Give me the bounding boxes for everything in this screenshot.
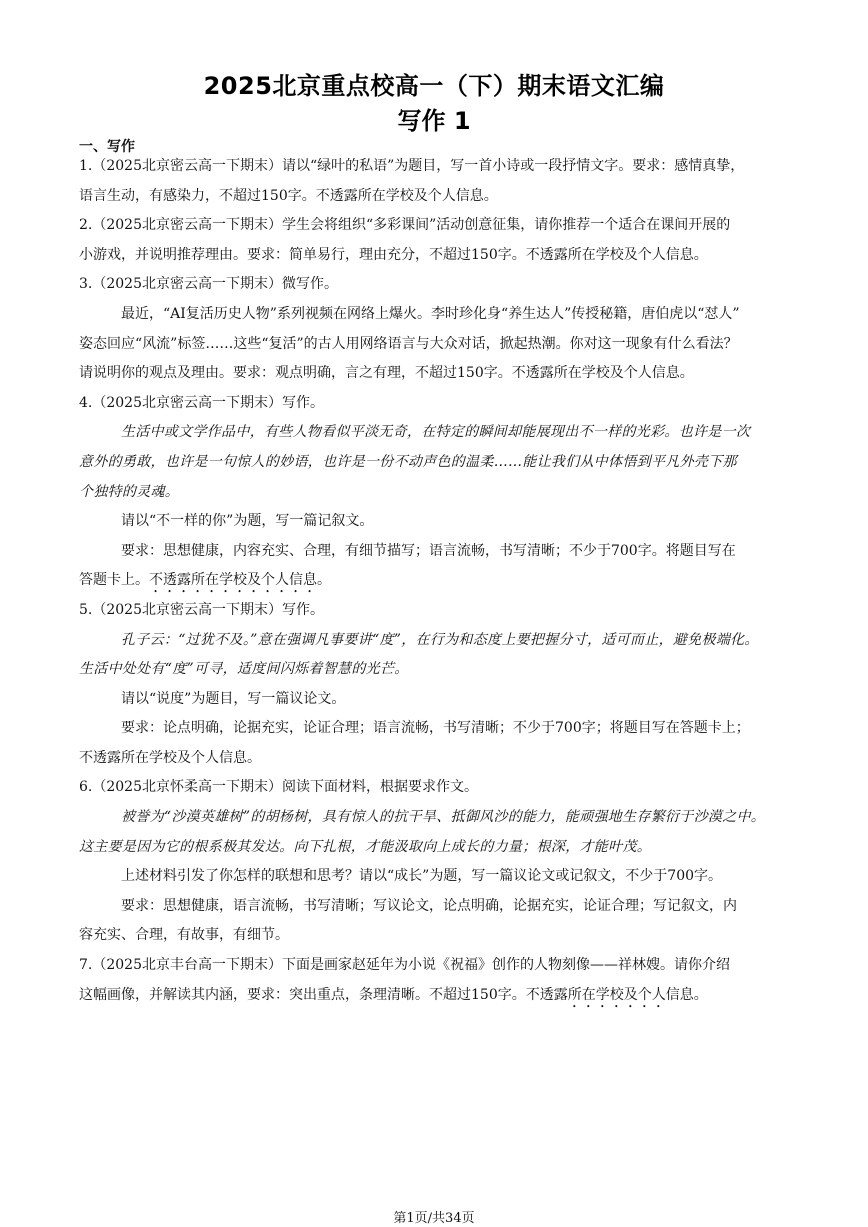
text-line bbox=[79, 448, 797, 478]
line-text: 信息。 bbox=[665, 986, 708, 1003]
text-line bbox=[79, 981, 797, 1011]
line-text: 不透露所在学校及个人信息。 bbox=[79, 749, 261, 766]
line-text: 请说明你的观点及理由。要求：观点明确，言之有理，不超过150字。不透露所在学校及个人信息。 bbox=[79, 365, 694, 382]
line-text: 姿态回应“风流”标签……这些“复活”的古人用网络语言与大众对话，掀起热潮。你对这一现象有什么看法？ bbox=[79, 335, 738, 352]
line-text: 。 bbox=[317, 572, 331, 589]
line-text: 4.（2025北京密云高一下期末）写作。 bbox=[79, 394, 324, 411]
line-text: 生活中处处有“度”可寻，适度间闪烁着智慧的光芒。 bbox=[79, 661, 409, 678]
document-subtitle: 写作 1 bbox=[397, 107, 471, 135]
text-line bbox=[79, 241, 797, 271]
text-line bbox=[79, 626, 797, 656]
line-text: 要求：思想健康，语言流畅，书写清晰；写议论文，论点明确，论据充实，论证合理；写记叙文，内 bbox=[121, 897, 737, 914]
text-line bbox=[79, 773, 797, 803]
text-line bbox=[79, 359, 797, 389]
line-text: 语言生动，有感染力，不超过150字。不透露所在学校及个人信息。 bbox=[79, 187, 498, 204]
line-text: 意外的勇敢，也许是一句惊人的妙语，也许是一份不动声色的温柔……能让我们从中体悟到平凡外壳下那 bbox=[79, 453, 737, 470]
text-line bbox=[79, 921, 797, 951]
text-line bbox=[79, 655, 797, 685]
text-line bbox=[79, 803, 797, 833]
line-text: 要求：论点明确，论据充实，论证合理；语言流畅，书写清晰；不少于700字；将题目写在答题卡上； bbox=[121, 720, 750, 737]
line-text: 小游戏，并说明推荐理由。要求：简单易行，理由充分，不超过150字。不透露所在学校及个人信息。 bbox=[79, 246, 708, 263]
text-line bbox=[79, 892, 797, 922]
text-line bbox=[79, 270, 797, 300]
line-text: 6.（2025北京怀柔高一下期末）阅读下面材料，根据要求作文。 bbox=[79, 779, 478, 796]
line-text: 请以“说度”为题目，写一篇议论文。 bbox=[121, 690, 346, 707]
line-text: 被誉为“沙漠英雄树”的胡杨树，具有惊人的抗干旱、抵御风沙的能力，能顽强地生存繁衍于沙漠之中。 bbox=[121, 809, 766, 826]
text-line bbox=[79, 862, 797, 892]
line-text: 2.（2025北京密云高一下期末）学生会将组织“多彩课间”活动创意征集，请你推荐一个适合在课间开展的 bbox=[79, 217, 731, 234]
line-text: 请以“不一样的你”为题，写一篇记叙文。 bbox=[121, 513, 374, 530]
text-line bbox=[79, 596, 797, 626]
line-text: 最近，“AI复活历史人物”系列视频在网络上爆火。李时珍化身“养生达人”传授秘籍，唐伯虎以“怼人” bbox=[121, 305, 740, 322]
emphasized-text: 不透露所在学校及个人信息 bbox=[149, 572, 317, 589]
text-line bbox=[79, 478, 797, 508]
page-footer: 第1页/共34页 bbox=[393, 1211, 475, 1226]
text-line bbox=[79, 300, 797, 330]
text-line bbox=[79, 714, 797, 744]
line-text: 生活中或文学作品中，有些人物看似平淡无奇，在特定的瞬间却能展现出不一样的光彩。也许是一次 bbox=[121, 424, 751, 441]
text-line bbox=[79, 507, 797, 537]
text-line bbox=[79, 951, 797, 981]
text-line bbox=[79, 389, 797, 419]
text-line bbox=[79, 211, 797, 241]
text-line bbox=[79, 182, 797, 212]
line-text: 孔子云：“过犹不及。”意在强调凡事要讲“度”，在行为和态度上要把握分寸，适可而止，避免极端化。 bbox=[121, 631, 759, 648]
line-text: 7.（2025北京丰台高一下期末）下面是画家赵延年为小说《祝福》创作的人物刻像——祥林嫂。请你介绍 bbox=[79, 957, 730, 974]
line-text: 答题卡上。 bbox=[79, 572, 149, 589]
line-text: 5.（2025北京密云高一下期末）写作。 bbox=[79, 601, 324, 618]
text-line bbox=[79, 152, 797, 182]
line-text: 上述材料引发了你怎样的联想和思考？请以“成长”为题，写一篇议论文或记叙文，不少于700字。 bbox=[121, 868, 723, 885]
document-body bbox=[79, 152, 797, 1010]
line-text: 这幅画像，并解读其内涵，要求：突出重点，条理清晰。不超过150字。不透露 bbox=[79, 986, 568, 1003]
document-title: 2025北京重点校高一（下）期末语文汇编 bbox=[203, 72, 665, 100]
line-text: 要求：思想健康，内容充实、合理，有细节描写；语言流畅，书写清晰；不少于700字。将题目写在 bbox=[121, 542, 736, 559]
line-text: 3.（2025北京密云高一下期末）微写作。 bbox=[79, 276, 338, 293]
text-line bbox=[79, 744, 797, 774]
line-text: 这主要是因为它的根系极其发达。向下扎根，才能汲取向上成长的力量；根深，才能叶茂。 bbox=[79, 838, 651, 855]
line-text: 容充实、合理，有故事，有细节。 bbox=[79, 927, 289, 944]
text-line bbox=[79, 418, 797, 448]
text-line bbox=[79, 685, 797, 715]
line-text: 个独特的灵魂。 bbox=[79, 483, 180, 500]
emphasized-text: 所在学校及个人 bbox=[567, 986, 666, 1003]
text-line bbox=[79, 833, 797, 863]
text-line bbox=[79, 330, 797, 360]
section-heading: 一、写作 bbox=[79, 139, 135, 155]
text-line bbox=[79, 566, 797, 596]
text-line bbox=[79, 537, 797, 567]
line-text: 1.（2025北京密云高一下期末）请以“绿叶的私语”为题目，写一首小诗或一段抒情文字。要求：感情真挚， bbox=[79, 158, 745, 174]
